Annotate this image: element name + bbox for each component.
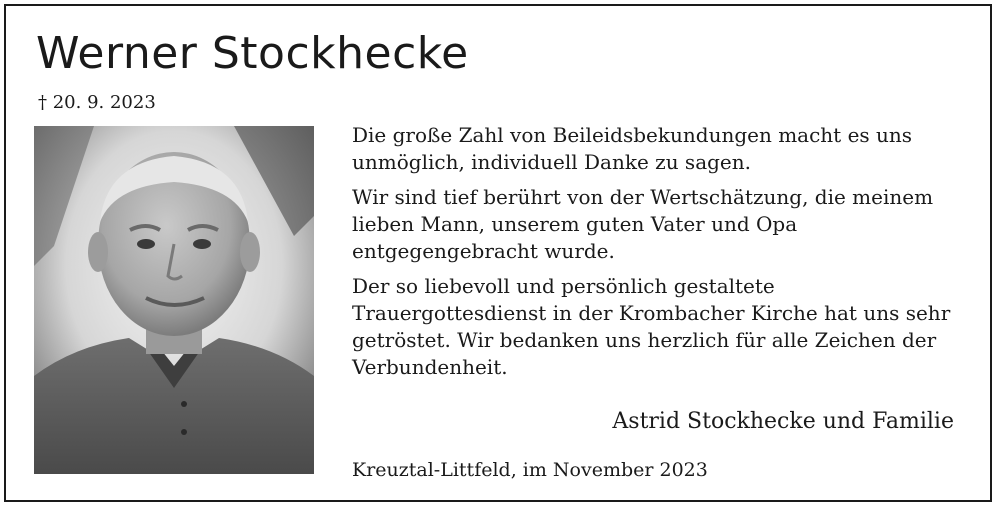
paragraph-appreciation: Wir sind tief berührt von der Wertschätzung, die meinem lieben Mann, unserem guten Vater und Opa entgegengebracht wurde. <box>352 185 934 263</box>
place-date: Kreuztal-Littfeld, im November 2023 <box>352 459 708 481</box>
obituary-notice <box>4 4 992 502</box>
portrait-photo <box>34 126 314 474</box>
deceased-name: Werner Stockhecke <box>36 28 469 79</box>
paragraph-condolences: Die große Zahl von Beileidsbekundungen macht es uns unmöglich, individuell Danke zu sagen. <box>352 123 913 174</box>
death-date: † 20. 9. 2023 <box>38 92 156 113</box>
signature: Astrid Stockhecke und Familie <box>612 409 954 434</box>
paragraph-service: Der so liebevoll und persönlich gestaltete Trauergottesdienst in der Krombacher Kirche hat uns sehr getröstet. Wir bedanken uns herzlich für alle Zeichen der Verbundenheit. <box>352 274 951 379</box>
thank-you-text <box>352 122 972 389</box>
